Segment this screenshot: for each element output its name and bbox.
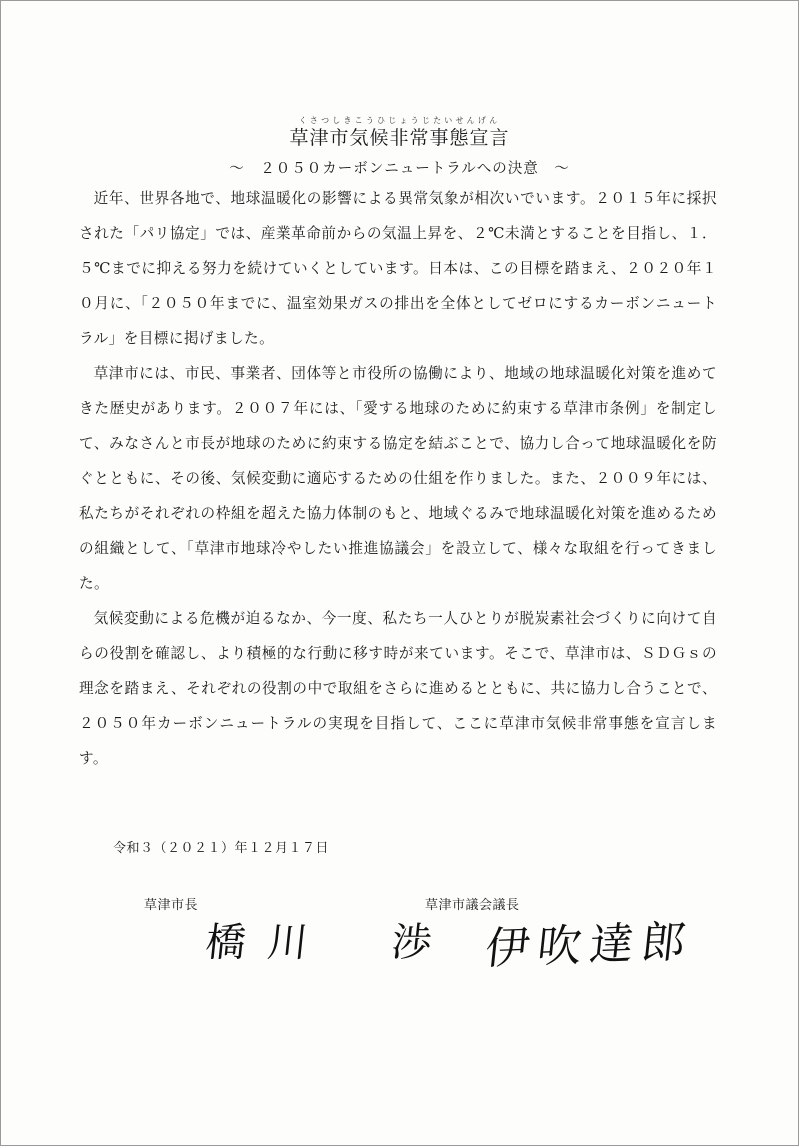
mayor-signature: 橋川 渉	[203, 920, 457, 966]
subtitle: ～ ２０５０カーボンニュートラルへの決意 ～	[229, 161, 570, 177]
page-title: 草津市気候非常事態宣言	[289, 127, 510, 149]
council-chair-signature: 伊吹達郎	[482, 916, 697, 975]
declaration-body	[79, 181, 717, 776]
paragraph: 気候変動による危機が迫るなか、今一度、私たち一人ひとりが脱炭素社会づくりに向けて自らの役割を確認し、より積極的な行動に移す時が来ています。そこで、草津市は、ＳＤＧｓの理念を踏まえ、それぞれの役割の中で取組をさらに進めるとともに、共に協力し合うことで、２０５０年カーボンニュートラルの実現を目指して、ここに草津市気候非常事態を宣言します。	[79, 610, 717, 767]
declaration-date: 令和３（２０２１）年１２月１７日	[113, 841, 330, 856]
council-chair-title: 草津市議会議長	[425, 898, 520, 913]
paragraph: 近年、世界各地で、地球温暖化の影響による異常気象が相次いでいます。２０１５年に採択された「パリ協定」では、産業革命前からの気温上昇を、２℃未満とすることを目指し、１．５℃までに抑える努力を続けていくとしています。日本は、この目標を踏まえ、２０２０年１０月に、「２０５０年までに、温室効果ガスの排出を全体としてゼロにするカーボンニュートラル」を目標に掲げました。	[79, 190, 717, 347]
title-ruby: くさつしきこうひじょうじたいせんげん	[298, 116, 501, 125]
mayor-title: 草津市長	[144, 898, 199, 913]
paragraph: 草津市には、市民、事業者、団体等と市役所の協働により、地域の地球温暖化対策を進めてきた歴史があります。２００７年には、「愛する地球のために約束する草津市条例」を制定して、みなさんと市長が地球のために約束する協定を結ぶことで、協力し合って地球温暖化を防ぐとともに、その後、気候変動に適応するための仕組を作りました。また、２００９年には、私たちがそれぞれの枠組を超えた協力体制のもと、地域ぐるみで地球温暖化対策を進めるための組織として、「草津市地球冷やしたい推進協議会」を設立して、様々な取組を行ってきました。	[79, 365, 717, 592]
